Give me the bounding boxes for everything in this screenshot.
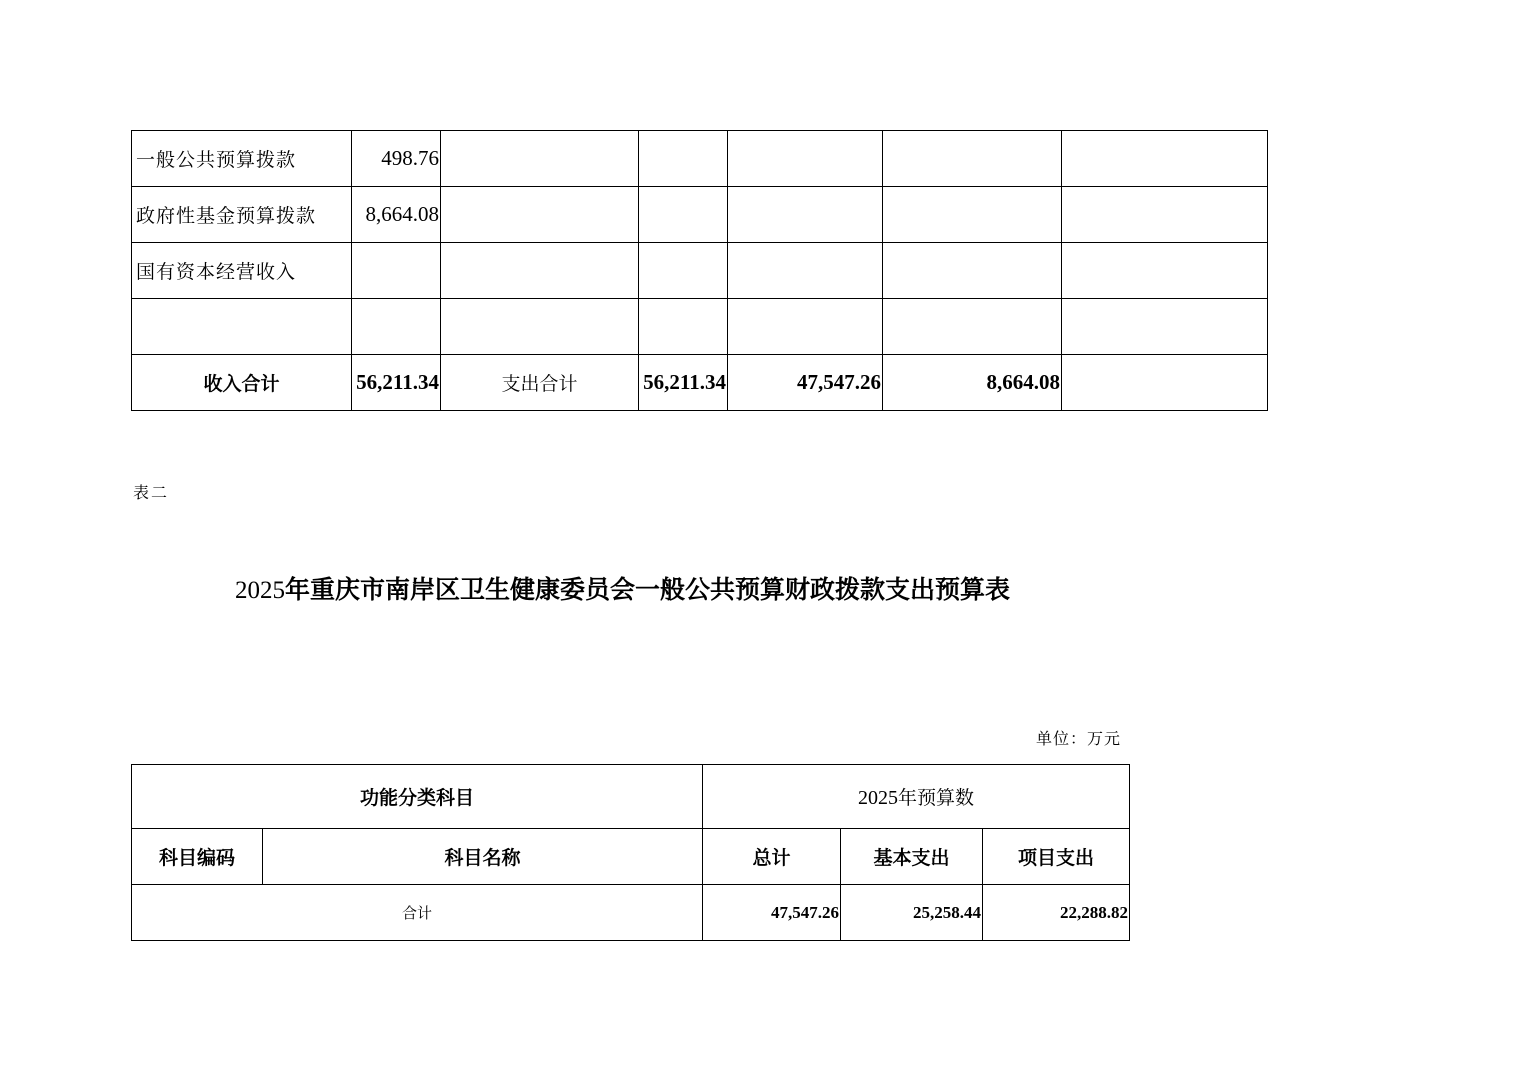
- empty-cell: [728, 187, 883, 243]
- row-amount: 8,664.08: [352, 187, 441, 243]
- expense-total-value: 56,211.34: [639, 355, 728, 411]
- empty-cell: [441, 131, 639, 187]
- header-budget-year: 2025: [858, 787, 899, 809]
- header-code: 科目编码: [132, 829, 263, 885]
- empty-cell: [728, 299, 883, 355]
- empty-cell: [728, 243, 883, 299]
- empty-cell: [639, 131, 728, 187]
- empty-cell: [1062, 131, 1268, 187]
- header-budget: [703, 765, 1130, 829]
- header-budget-label: 年预算数: [898, 787, 975, 809]
- empty-cell: [883, 299, 1062, 355]
- general-budget-total: 47,547.26: [728, 355, 883, 411]
- empty-cell: [1062, 187, 1268, 243]
- header-name: 科目名称: [263, 829, 703, 885]
- table-number: 表二: [133, 483, 170, 502]
- fund-budget-total: 8,664.08: [883, 355, 1062, 411]
- totals-row: [132, 355, 1268, 411]
- document-title: [235, 570, 1010, 606]
- title-year: 2025: [235, 577, 285, 604]
- total-row: [132, 885, 1130, 941]
- expenditure-budget-table: [131, 764, 1130, 941]
- row-amount: [352, 243, 441, 299]
- empty-cell: [639, 299, 728, 355]
- income-total-label: 收入合计: [132, 355, 352, 411]
- header-basic: 基本支出: [841, 829, 983, 885]
- header-project: 项目支出: [983, 829, 1130, 885]
- basic-value: 25,258.44: [841, 885, 983, 941]
- total-value: 47,547.26: [703, 885, 841, 941]
- row-label: 一般公共预算拨款: [132, 131, 352, 187]
- empty-cell: [441, 187, 639, 243]
- income-total-value: 56,211.34: [352, 355, 441, 411]
- table-row: [132, 187, 1268, 243]
- expense-total-label: 支出合计: [441, 355, 639, 411]
- total-label: 合计: [132, 885, 703, 941]
- row-label: 国有资本经营收入: [132, 243, 352, 299]
- row-amount: [352, 299, 441, 355]
- header-row: [132, 765, 1130, 829]
- empty-cell: [441, 299, 639, 355]
- empty-cell: [1062, 299, 1268, 355]
- empty-cell: [1062, 243, 1268, 299]
- header-category: 功能分类科目: [132, 765, 703, 829]
- header-total: 总计: [703, 829, 841, 885]
- row-amount: 498.76: [352, 131, 441, 187]
- title-text: 年重庆市南岸区卫生健康委员会一般公共预算财政拨款支出预算表: [285, 575, 1011, 604]
- empty-cell: [639, 243, 728, 299]
- unit-label: 单位：万元: [1036, 729, 1122, 748]
- empty-cell: [883, 243, 1062, 299]
- empty-cell: [1062, 355, 1268, 411]
- empty-cell: [639, 187, 728, 243]
- empty-cell: [883, 187, 1062, 243]
- project-value: 22,288.82: [983, 885, 1130, 941]
- header-row: [132, 829, 1130, 885]
- income-expense-summary-table: [131, 130, 1268, 411]
- row-label: [132, 299, 352, 355]
- row-label: 政府性基金预算拨款: [132, 187, 352, 243]
- table-row: [132, 243, 1268, 299]
- empty-cell: [441, 243, 639, 299]
- empty-cell: [883, 131, 1062, 187]
- table-row: [132, 131, 1268, 187]
- table-row: [132, 299, 1268, 355]
- empty-cell: [728, 131, 883, 187]
